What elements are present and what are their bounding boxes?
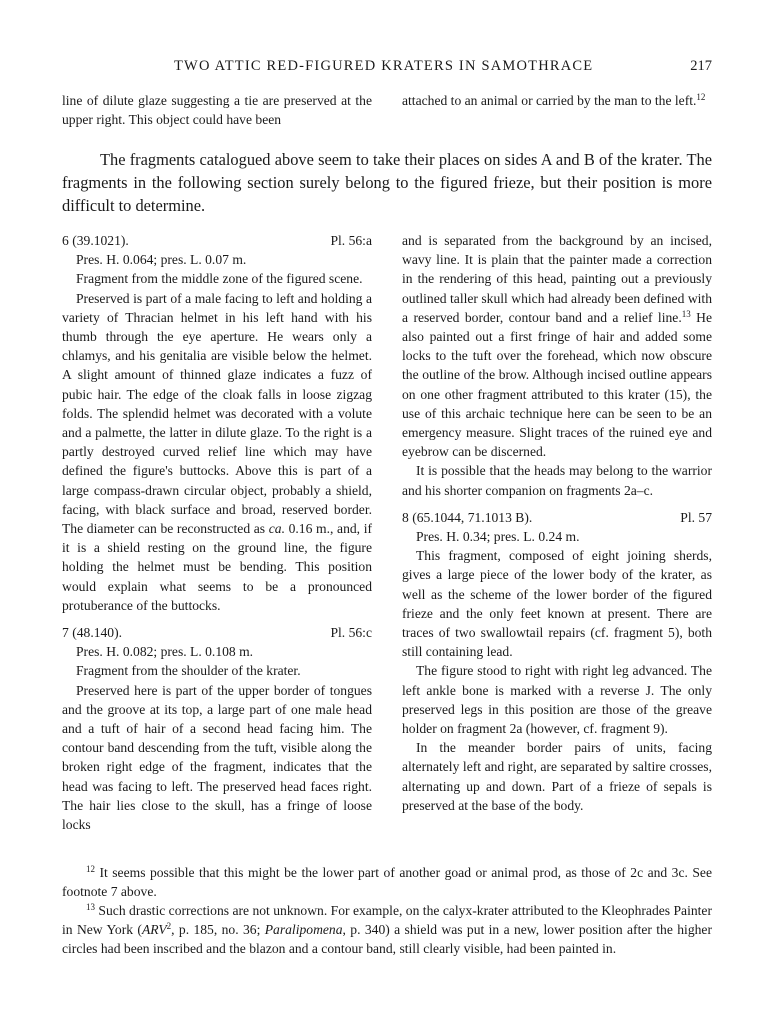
- entry-6-description: Preserved is part of a male facing to left and holding a variety of Thracian helmet in his left hand with his thumb through the eye aperture. He wears only a chlamys, and his genitalia are visible below the helmet. A slight amount of thinned glaze indicates a fuzz of pubic hair. The edge of the cloak falls in loose zigzag folds. The splendid helmet was decorated with a volute and a palmette, the latter in dilute glaze. To the right is a partly destroyed curved relief line which may have defined the figure's buttocks. Above this is part of a large compass-drawn circular object, probably a shield, facing, with black surface and broad, reserved border. The diameter can be reconstructed as ca. 0.16 m., and, if it is a shield resting on the ground line, the figure holding the helmet must be bending. This position would explain what seems to be a pronounced protuberance of the buttocks.: [62, 290, 372, 613]
- entry-7-plate: Pl. 56:c: [330, 625, 372, 641]
- entry-6-plate: Pl. 56:a: [330, 233, 372, 248]
- entry-7-number: 7 (48.140).: [62, 625, 123, 641]
- entry-8-paragraph-1: This fragment, composed of eight joining sherds, gives a large piece of the lower body of the krater, as well as the scheme of the lower border of the figured frieze and the only feet known at present. There are traces of two swallowtail repairs (cf. fragment 5), both still containing lead.: [402, 548, 712, 660]
- entry-8-number: 8 (65.1044, 71.1013 B).: [402, 509, 533, 525]
- entry-7-description: Preserved here is part of the upper border of tongues and the groove at its top, a large part of one male head and a tuft of hair of a second head facing him. The contour band descending from the tuft, visible along the broken right edge of the fragment, indicates that the head was facing to left. The preserved head faces right. The hair lies close to the skull, has a fringe of loose locks: [62, 682, 372, 833]
- footnote-13: $^{13}$ Such drastic corrections are not unknown. For example, on the calyx-krater attributed to the Kleophrades Painter in New York (ARV$^2$, p. 185, no. 36; Paralipomena, p. 340) a shield was put in a new, lower position after the higher circles had been inscribed and the blazon and a contour band, still clearly visible, had been painted in.: [62, 902, 712, 956]
- footnotes: [62, 863, 712, 958]
- entry-6-number: 6 (39.1021).: [62, 233, 129, 248]
- entry-7-description-continued: and is separated from the background by an incised, wavy line. It is plain that the painter made a correction in the rendering of this head, painting out a previously outlined taller skull which had already been defined with a reserved border, contour band and a relief line.$^{13}$ He also painted out a first fringe of hair and added some locks to the tuft over the forehead, which now obscure the outline of the brow. Although incised outline appears on one other fragment attributed to this krater (15), the use of this archaic technique here can be seen to be an emergency measure. Slight traces of the ruined eye and eyebrow can be discerned.: [402, 233, 712, 460]
- entry-8-heading: [402, 508, 712, 527]
- top-left-continuation: [62, 91, 372, 129]
- entry-8-plate: Pl. 57: [680, 509, 712, 525]
- footnote-ref-13[interactable]: 13: [681, 308, 691, 319]
- intro-paragraph-block: [62, 148, 712, 218]
- running-title: TWO ATTIC RED-FIGURED KRATERS IN SAMOTHRACE: [174, 58, 594, 74]
- page-number: 217: [690, 58, 712, 74]
- running-header: [62, 58, 712, 80]
- right-column: [402, 231, 712, 815]
- entry-6-heading: [62, 231, 372, 250]
- footnote-12: $^{12}$ It seems possible that this might be the lower part of another goad or animal prod, as those of 2c and 3c. See footnote 7 above.: [62, 864, 712, 899]
- entry-7-conclusion: It is possible that the heads may belong to the warrior and his shorter companion on fragments 2a–c.: [402, 463, 712, 498]
- left-column: [62, 231, 372, 834]
- top-right-continuation: [402, 91, 712, 110]
- entry-7-measurements: Pres. H. 0.082; pres. L. 0.108 m.: [76, 644, 254, 660]
- entry-7-heading: [62, 623, 372, 642]
- entry-8-paragraph-2: The figure stood to right with right leg advanced. The left ankle bone is marked with a reverse J. The only preserved legs in this position are those of the greave holder on fragment 2a (however, cf. fragment 9).: [402, 663, 712, 737]
- intro-paragraph: The fragments catalogued above seem to take their places on sides A and B of the krater. The fragments in the following section surely belong to the figured frieze, but their position is more difficult to determine.: [62, 150, 712, 216]
- footnote-ref-12[interactable]: 12: [696, 92, 706, 102]
- entry-8-measurements: Pres. H. 0.34; pres. L. 0.24 m.: [416, 529, 580, 545]
- entry-6-measurements: Pres. H. 0.064; pres. L. 0.07 m.: [76, 252, 247, 268]
- continued-text-right: attached to an animal or carried by the man to the left.$^{12}$: [402, 92, 706, 108]
- entry-8-paragraph-3: In the meander border pairs of units, facing alternately left and right, are separated by saltire crosses, alternating up and down. Part of a frieze of sepals is preserved at the base of the body.: [402, 740, 712, 813]
- continued-text: line of dilute glaze suggesting a tie are preserved at the upper right. This object could have been: [62, 93, 372, 128]
- entry-6-location: Fragment from the middle zone of the figured scene.: [76, 271, 363, 287]
- entry-7-location: Fragment from the shoulder of the krater.: [76, 663, 301, 679]
